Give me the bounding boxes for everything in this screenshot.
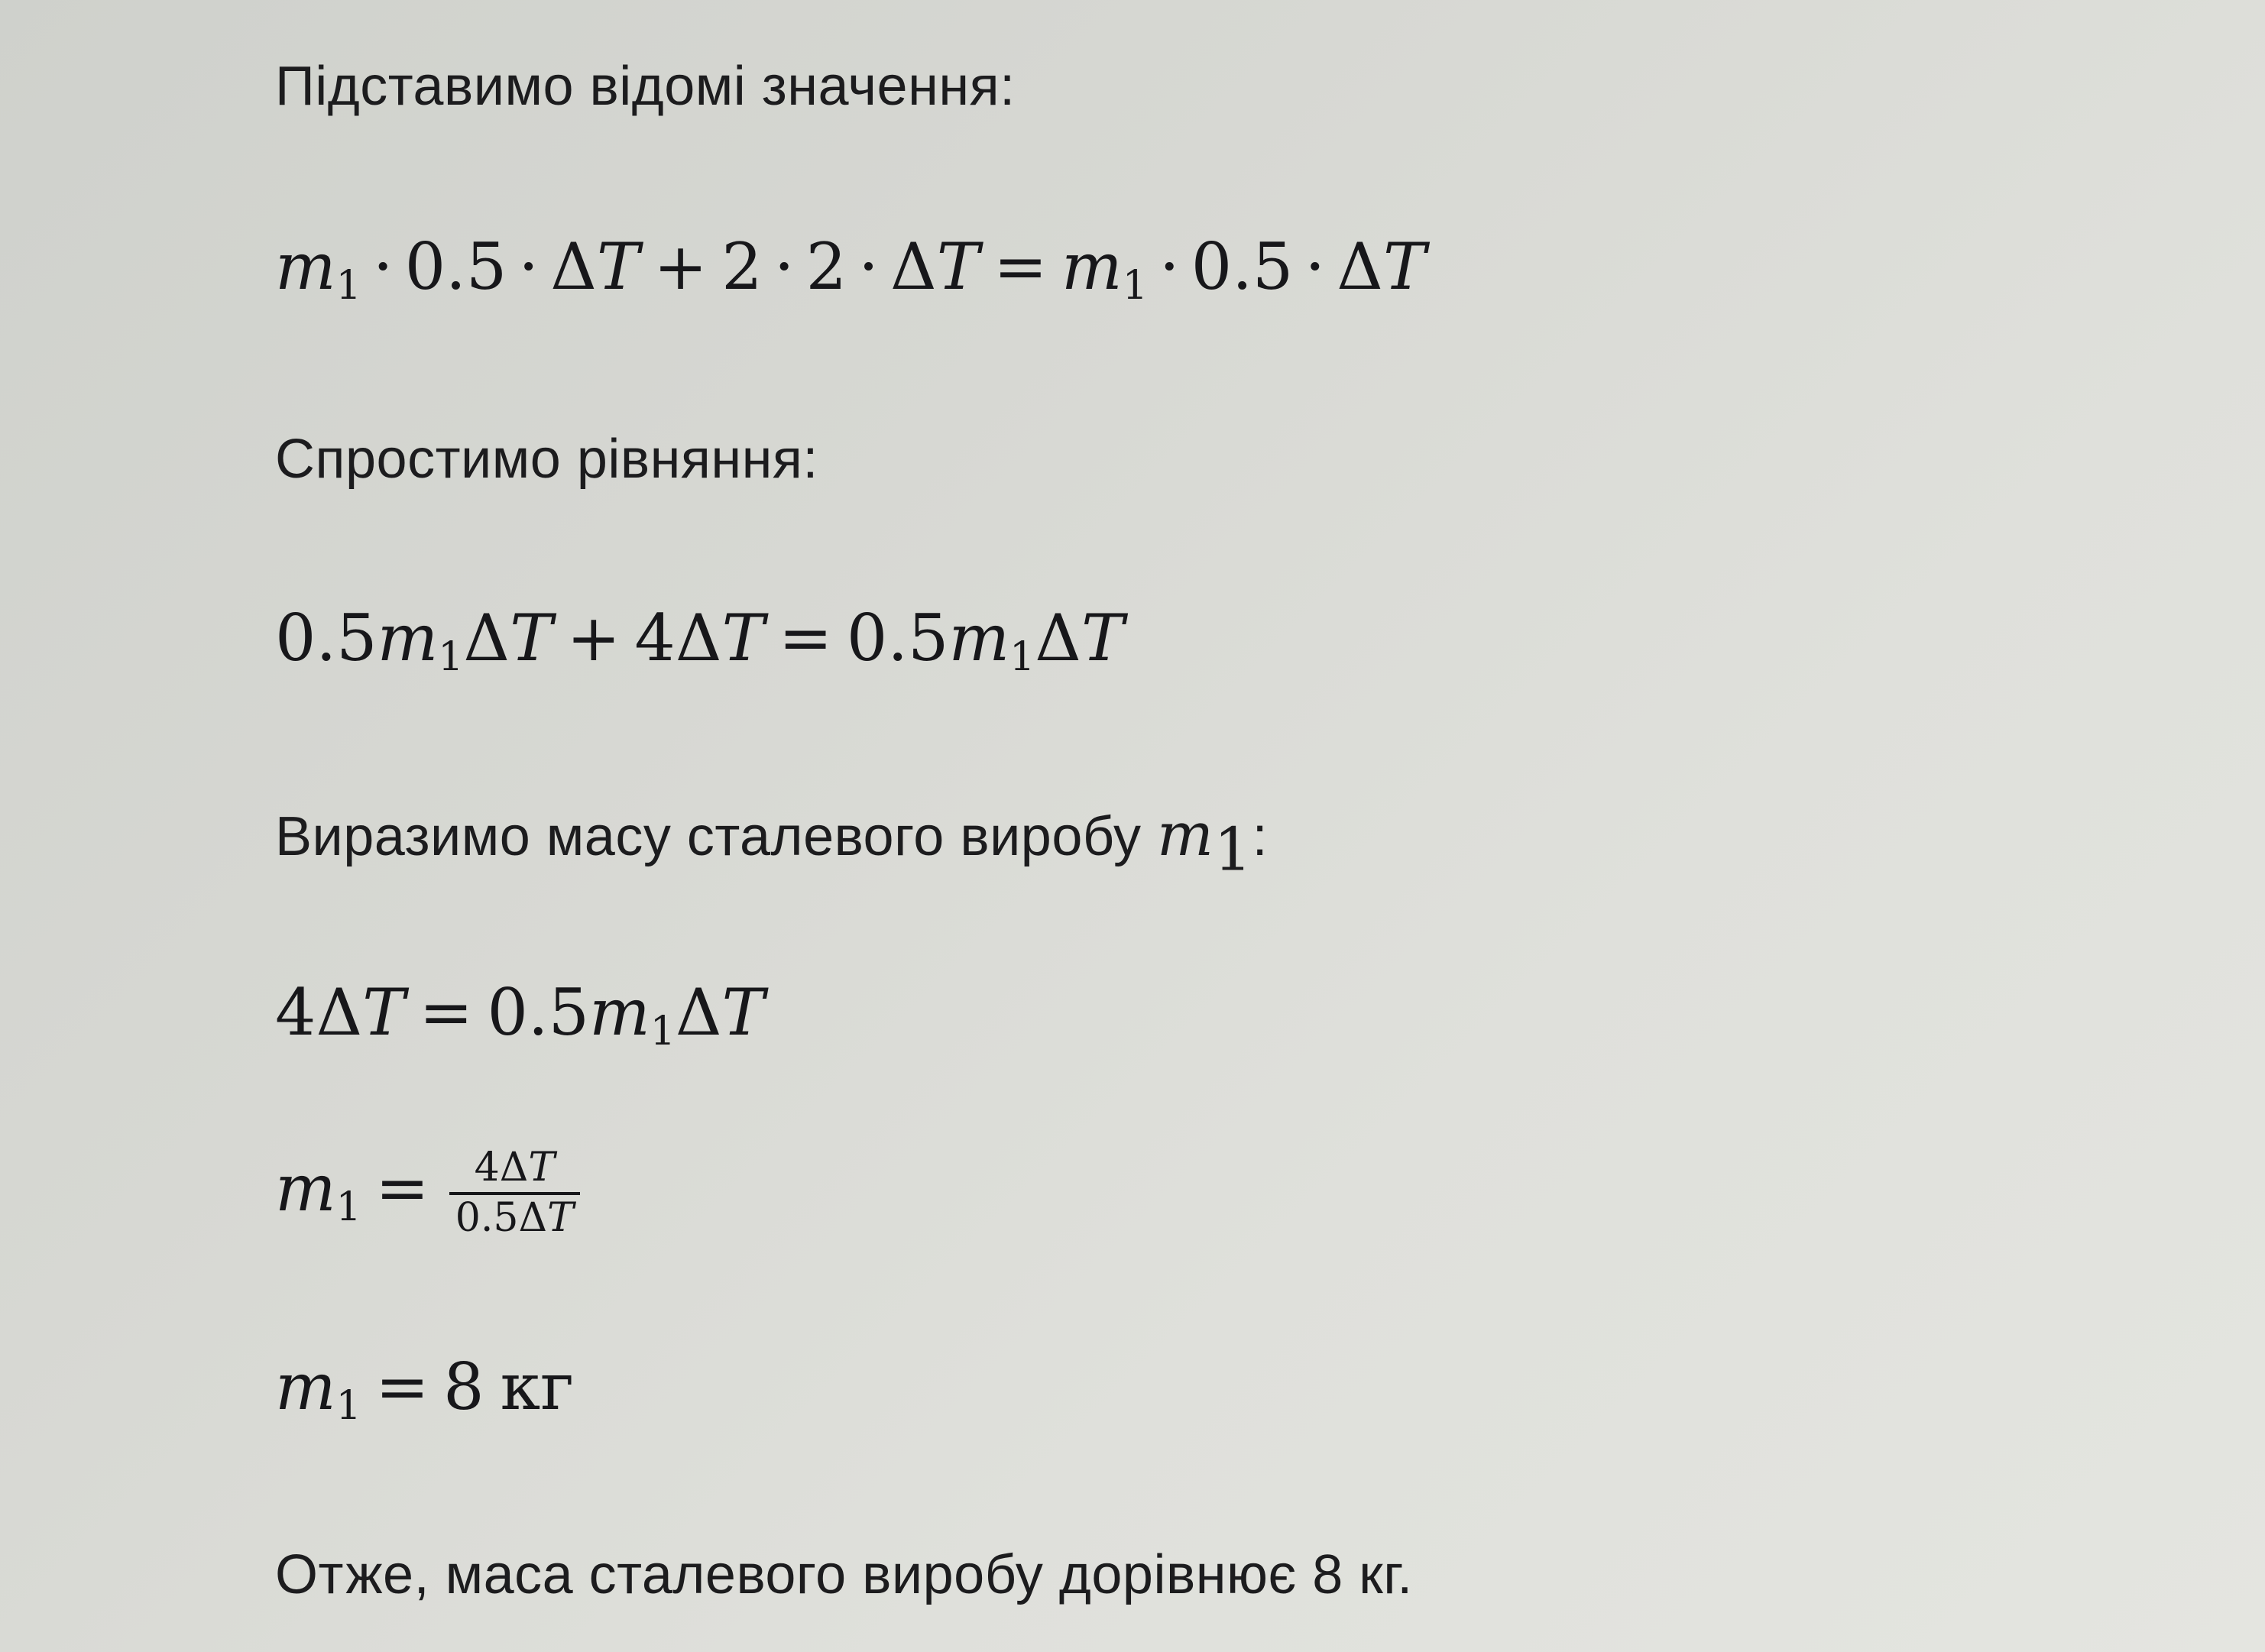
num-half: 0.5 [1191,229,1294,304]
var-m: m [377,601,439,675]
delta-symbol: Δ [675,975,722,1050]
cdot: · [518,229,540,304]
fraction-numerator [449,1146,580,1195]
delta-symbol: Δ [518,1195,548,1242]
var-m: m [1157,801,1214,870]
num-four: 4 [634,601,676,675]
delta-symbol: Δ [550,229,597,304]
var-T: T [547,1195,574,1242]
subscript-1: 1 [335,1383,361,1430]
plus-sign: + [653,229,708,304]
equals-sign: = [419,975,474,1050]
subscript-1: 1 [1214,815,1252,885]
express-heading [275,801,1268,885]
cdot: · [1304,229,1326,304]
equation-substituted [275,229,1426,309]
num-half: 0.5 [487,975,590,1050]
delta-symbol: Δ [463,601,510,675]
var-T: T [1382,229,1426,304]
equals-sign: = [779,601,833,675]
var-T: T [1081,601,1124,675]
subscript-1: 1 [335,263,361,309]
subscript-1: 1 [438,634,464,681]
num-eight: 8 [443,1349,484,1424]
var-T: T [936,229,980,304]
plus-sign: + [566,601,621,675]
equation-fraction [275,1146,580,1241]
var-T: T [596,229,640,304]
equals-sign: = [375,1150,429,1226]
num-two: 2 [805,229,847,304]
cdot: · [858,229,879,304]
var-m: m [275,1349,336,1424]
fraction [449,1146,580,1241]
var-T: T [528,1145,556,1190]
num-half: 0.5 [404,229,507,304]
num-four: 4 [474,1145,500,1190]
unit-kg: кг [500,1349,575,1424]
conclusion-text: Отже, маса сталевого виробу дорівнює 8 кг. [275,1544,1413,1605]
simplify-heading: Спростимо рівняння: [275,429,818,490]
num-two: 2 [721,229,763,304]
substitute-heading: Підставимо відомі значення: [275,56,1016,117]
delta-symbol: Δ [1337,229,1383,304]
cdot: · [773,229,795,304]
var-m: m [1061,229,1123,304]
num-four: 4 [275,975,316,1050]
delta-symbol: Δ [1035,601,1081,675]
express-heading-colon: : [1252,806,1269,867]
var-m: m [275,1150,336,1226]
cdot: · [372,229,394,304]
var-m: m [275,229,336,304]
equation-result [275,1349,574,1429]
subscript-1: 1 [1122,263,1148,309]
var-T: T [721,975,765,1050]
delta-symbol: Δ [316,975,363,1050]
num-half: 0.5 [846,601,949,675]
var-T: T [721,601,765,675]
equation-simplified [275,601,1124,680]
var-m: m [589,975,650,1050]
equation-isolate [275,975,765,1054]
equals-sign: = [375,1349,429,1424]
subscript-1: 1 [1009,634,1035,681]
cdot: · [1158,229,1180,304]
fraction-denominator [449,1195,580,1241]
delta-symbol: Δ [499,1145,529,1190]
delta-symbol: Δ [675,601,722,675]
subscript-1: 1 [650,1009,676,1055]
num-half: 0.5 [455,1195,519,1242]
num-half: 0.5 [275,601,378,675]
delta-symbol: Δ [890,229,937,304]
express-heading-text: Виразимо масу сталевого виробу [275,806,1142,867]
var-m: m [948,601,1010,675]
subscript-1: 1 [335,1184,361,1230]
equals-sign: = [993,229,1048,304]
var-T: T [362,975,406,1050]
var-T: T [510,601,553,675]
